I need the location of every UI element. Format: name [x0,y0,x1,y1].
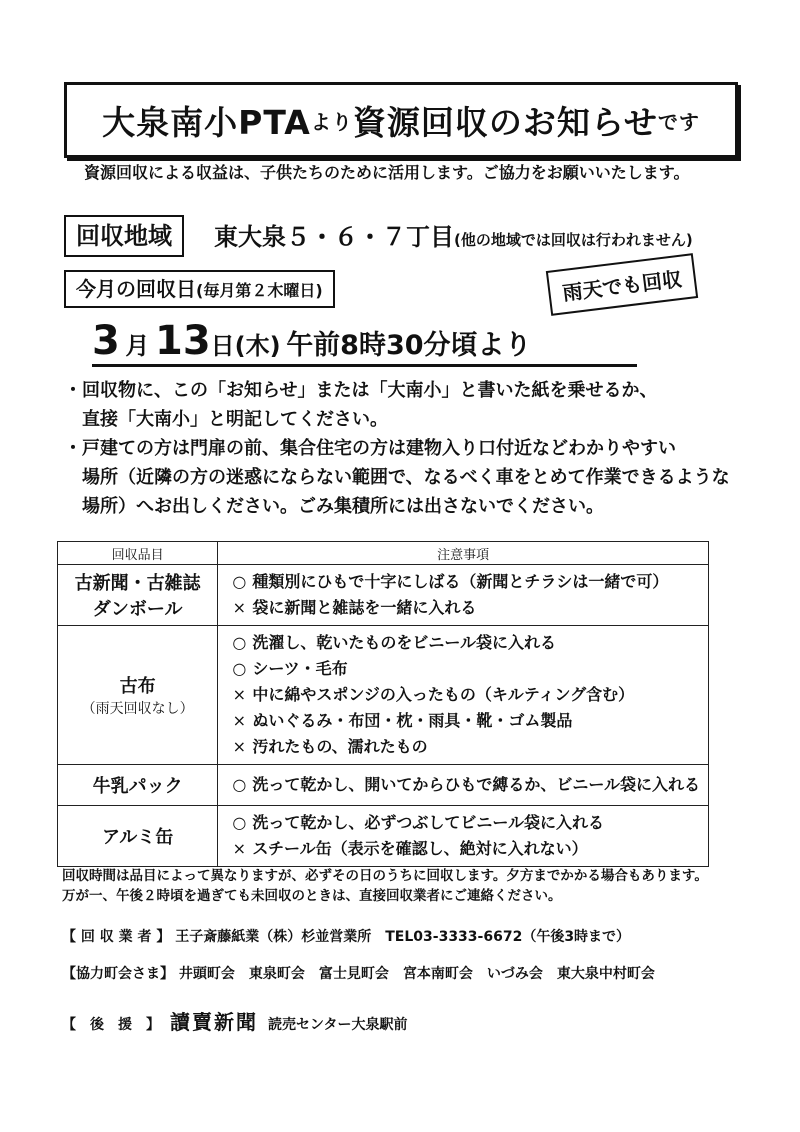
rule-text: 種類別にひもで十字にしばる（新聞とチラシは一緒で可） [252,572,669,591]
time-note-line: 万が一、午後２時頃を過ぎても未回収のときは、直接回収業者にご連絡ください。 [62,888,562,904]
rule-text: 汚れたもの、濡れたもの [252,737,428,756]
date-month-unit: 月 [125,332,150,360]
rule-item [226,772,700,798]
rule-text: 洗って乾かし、必ずつぶしてビニール袋に入れる [252,813,604,832]
header-category: 回収品目 [58,542,218,565]
rules-cell [218,565,709,626]
note-line: 直接「大南小」と明記してください。 [64,409,388,430]
category-name: 古新聞・古雑誌 [74,573,201,594]
rule-item [226,656,700,682]
note-line: ・回収物に、この「お知らせ」または「大南小」と書いた紙を乗せるか、 [64,380,658,401]
ng-mark: × [232,685,247,704]
ok-mark: ○ [232,813,247,832]
date-label [64,270,335,308]
rule-text: スチール缶（表示を確認し、絶対に入れない） [252,839,588,858]
towns-value: 井頭町会 東泉町会 富士見町会 宮本南町会 いづみ会 東大泉中村町会 [178,966,655,982]
table-row [58,565,709,626]
date-label-text: 今月の回収日 [76,277,196,301]
title-small-a: より [310,109,353,134]
area-value [214,217,693,252]
rule-text: 袋に新聞と雑誌を一緒に入れる [252,598,477,617]
category-cell [58,626,218,765]
collection-date [92,318,637,367]
rule-item [226,810,700,836]
category-name: 古布 [119,676,156,697]
time-note [62,866,708,906]
ng-mark: × [232,737,247,756]
note-line: 場所（近隣の方の迷惑にならない範囲で、なるべく車をとめて作業できるような [64,467,730,488]
table-row [58,626,709,765]
title-small-b: です [657,109,700,134]
rule-item [226,734,700,760]
category-cell [58,565,218,626]
intro-text: 資源回収による収益は、子供たちのために活用します。ご協力をお願いいたします。 [84,163,690,182]
ok-mark: ○ [232,633,247,652]
note-line: 場所）へお出しください。ごみ集積所には出さないでください。 [64,496,604,517]
date-day-unit: 日(木) [210,332,281,360]
rule-text: 洗濯し、乾いたものをビニール袋に入れる [252,633,556,652]
rules-cell [218,626,709,765]
items-table [57,541,709,867]
rain-badge: 雨天でも回収 [546,253,698,316]
rule-item [226,595,700,621]
date-time: 午前8時30分頃より [286,330,532,361]
ng-mark: × [232,711,247,730]
notes [64,376,744,521]
title-box [64,82,738,158]
note-line: ・戸建ての方は門扉の前、集合住宅の方は建物入り口付近などわかりやすい [64,438,676,459]
rule-item [226,708,700,734]
category-cell [58,765,218,806]
table-row [58,806,709,867]
area-note: (他の地域では回収は行われません) [454,231,693,249]
towns-label: 【協力町会さま】 [62,966,174,982]
ok-mark: ○ [232,572,247,591]
sponsor-label: 【 後 援 】 [62,1017,160,1033]
sponsor-value: 読売センター大泉駅前 [268,1017,408,1033]
category-name: アルミ缶 [102,827,174,848]
ok-mark: ○ [232,775,247,794]
rule-item [226,836,700,862]
rule-text: シーツ・毛布 [252,659,348,678]
table-header-row [58,542,709,565]
header-notes: 注意事項 [218,542,709,565]
collector-line [62,926,630,946]
towns-line [62,963,655,983]
rules-cell [218,806,709,867]
rule-item [226,630,700,656]
category-name: 牛乳パック [92,776,183,797]
time-note-line: 回収時間は品目によって異なりますが、必ずその日のうちに回収します。夕方までかかる場合もあります。 [62,868,708,884]
title-main-a: 大泉南小PTA [102,102,311,142]
yomiuri-logo: 讀賣新聞 [170,1010,258,1034]
rule-text: ぬいぐるみ・布団・枕・雨具・靴・ゴム製品 [252,711,573,730]
category-sub: （雨天回収なし） [81,701,194,717]
sponsor-line [62,1006,407,1035]
rule-item [226,569,700,595]
rule-text: 中に綿やスポンジの入ったもの（キルティング含む） [252,685,635,704]
date-day: 13 [155,318,211,364]
category-cell [58,806,218,867]
area-name: 東大泉５・６・７丁目 [214,223,454,251]
rules-cell [218,765,709,806]
area-label: 回収地域 [64,215,184,257]
date-label-note: (毎月第２木曜日) [196,281,323,300]
collector-label: 【 回 収 業 者 】 [62,929,171,945]
rule-item [226,682,700,708]
date-month: 3 [92,318,120,364]
ok-mark: ○ [232,659,247,678]
ng-mark: × [232,839,247,858]
table-row [58,765,709,806]
rule-text: 洗って乾かし、開いてからひもで縛るか、ビニール袋に入れる [252,775,700,794]
title-main-b: 資源回収のお知らせ [352,102,658,142]
category-name-2: ダンボール [92,599,183,620]
ng-mark: × [232,598,247,617]
collector-value: 王子斎藤紙業（株）杉並営業所 TEL03-3333-6672（午後3時まで） [175,929,631,945]
